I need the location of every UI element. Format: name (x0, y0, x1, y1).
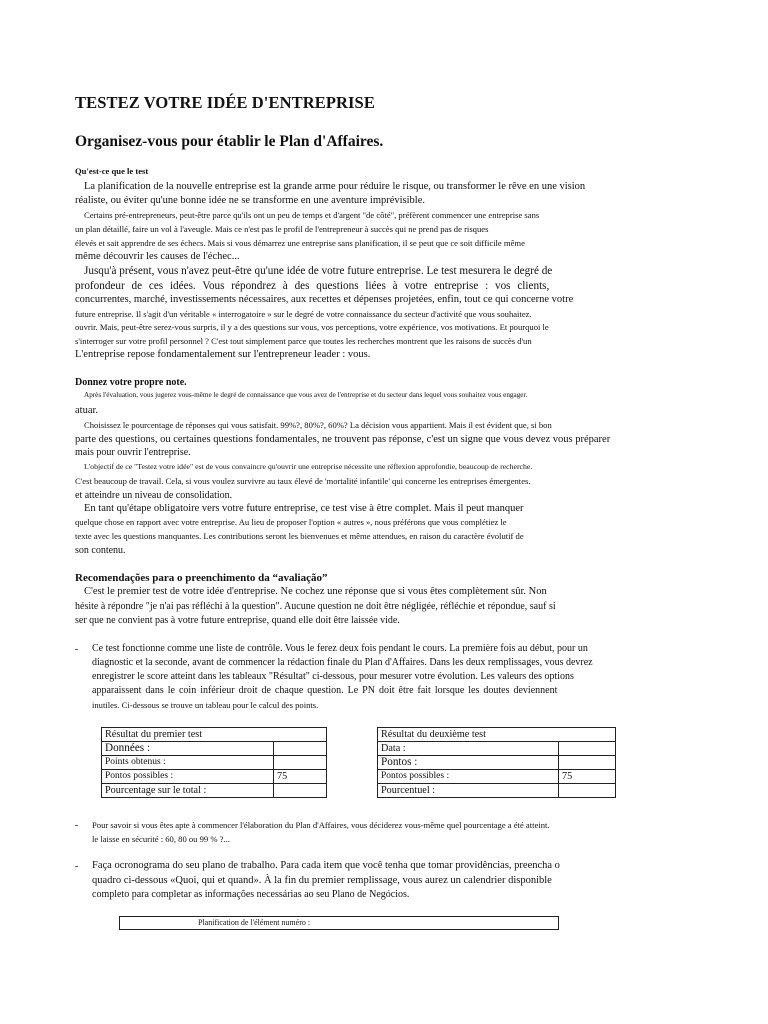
section-heading-note: Donnez votre propre note. (75, 377, 187, 388)
bullet-line: Pour savoir si vous êtes apte à commencer l'élaboration du Plan d'Affaires, vous déciderez vous-même quel pourcentage a été atteint. (92, 820, 550, 830)
bullet-marker: - (75, 861, 79, 872)
row-label: Data : (378, 742, 559, 756)
table-row (378, 770, 616, 784)
planning-element-label: Planification de l'élément numéro : (198, 918, 311, 927)
row-value-cell[interactable]: 75 (559, 770, 616, 784)
bullet-line: completo para completar as informações necessárias ao seu Plano de Negócios. (92, 889, 410, 900)
row-label: Pontos : (378, 756, 559, 770)
paragraph-line: Jusqu'à présent, vous n'avez peut-être qu'une idée de votre future entreprise. Le test mesurera le degré de (84, 265, 553, 277)
row-value-cell[interactable] (274, 742, 327, 756)
bullet-line: quadro ci-dessous «Quoi, qui et quand». À la fin du premier remplissage, vous aurez un calendrier disponible (92, 875, 552, 886)
table-row (102, 756, 327, 770)
planning-element-box (119, 916, 559, 930)
table-header: Résultat du deuxième test (378, 728, 616, 742)
paragraph-line: concurrentes, marché, investissements nécessaires, aux recettes et dépenses projetées, enfin, tout ce qui concerne votre (75, 294, 574, 305)
table-row (102, 770, 327, 784)
bullet-line: apparaissent dans le coin inférieur droit de chaque question. Le PN doit être fait lorsque les doutes deviennent (92, 685, 558, 696)
paragraph-line: réaliste, ou éviter qu'une bonne idée ne se transforme en une aventure imprévisible. (75, 195, 426, 206)
paragraph-line: quelque chose en rapport avec votre entreprise. Au lieu de proposer l'option « autres », nous préférons que vous complétiez le (75, 517, 507, 527)
paragraph-line: profondeur de ces idées. Vous répondrez à des questions liées à votre entreprise : vos clients, (75, 280, 550, 292)
table-row (378, 742, 616, 756)
page-subtitle: Organisez-vous pour établir le Plan d'Affaires. (75, 133, 384, 150)
paragraph-line: C'est le premier test de votre idée d'entreprise. Ne cochez une réponse que si vous êtes complètement sûr. Non (84, 586, 547, 597)
bullet-line: enregistrer le score atteint dans les tableaux "Résultat" ci-dessous, pour mesurer votre évolution. Les valeurs des options (92, 671, 574, 682)
page-title: TESTEZ VOTRE IDÉE D'ENTREPRISE (75, 93, 375, 112)
paragraph-line: L'objectif de ce "Testez votre idée" est de vous convaincre qu'ouvrir une entreprise nécessite une réflexion approfondie, beaucoup de recherche. (84, 462, 533, 471)
paragraph-line: future entreprise. Il s'agit d'un véritable « interrogatoire » sur le degré de votre connaissance du secteur d'activité que vous souhaitez. (75, 309, 532, 319)
paragraph-line: C'est beaucoup de travail. Cela, si vous voulez survivre au taux élevé de 'mortalité infantile' qui concerne les entreprises émergentes. (75, 476, 531, 486)
row-value-cell[interactable] (274, 756, 327, 770)
paragraph-line: ser que ne convient pas à votre future entreprise, quand elle doit être laissée vide. (75, 615, 400, 626)
paragraph-line: mais pour ouvrir l'entreprise. (75, 447, 191, 458)
table-row (102, 742, 327, 756)
row-value-cell[interactable]: 75 (274, 770, 327, 784)
paragraph-line: et atteindre un niveau de consolidation. (75, 490, 233, 501)
bullet-line: Ce test fonctionne comme une liste de contrôle. Vous le ferez deux fois pendant le cours. La première fois au début, pour un (92, 643, 588, 654)
paragraph-line: L'entreprise repose fondamentalement sur l'entrepreneur leader : vous. (75, 349, 371, 360)
row-label: Pourcentuel : (378, 784, 559, 798)
table-row (102, 784, 327, 798)
bullet-line: inutiles. Ci-dessous se trouve un tableau pour le calcul des points. (92, 700, 319, 710)
row-value-cell[interactable] (559, 742, 616, 756)
row-label: Points obtenus : (102, 756, 274, 770)
paragraph-line: Choisissez le pourcentage de réponses qui vous satisfait. 99%?, 80%?, 60%? La décision vous appartient. Mais il est évident que, si bon (84, 420, 552, 430)
paragraph-line: ouvrir. Mais, peut-être serez-vous surpris, il y a des questions sur vous, vos perceptions, votre expérience, vos motivations. Et pourquoi le (75, 322, 549, 332)
bullet-line: diagnostic et la seconde, avant de commencer la rédaction finale du Plan d'Affaires. Dans les deux remplissages, vous devrez (92, 657, 593, 668)
paragraph-line: élevés et sait apprendre de ses échecs. Mais si vous démarrez une entreprise sans planification, il se peut que ce soit difficile même (75, 238, 525, 248)
bullet-line: le laisse en sécurité : 60, 80 ou 99 % ?... (92, 834, 230, 844)
row-value-cell[interactable] (274, 784, 327, 798)
first-test-result-table (101, 727, 327, 798)
row-label: Données : (102, 742, 274, 756)
paragraph-line: texte avec les questions manquantes. Les contributions seront les bienvenues et même attendues, en raison du caractère évolutif de (75, 531, 524, 541)
paragraph-line: atuar. (75, 405, 99, 416)
paragraph-line: hésite à répondre "je n'ai pas réfléchi à la question". Aucune question ne doit être négligée, réfléchie et répondue, sauf si (75, 601, 556, 612)
paragraph-line: Certains pré-entrepreneurs, peut-être parce qu'ils ont un peu de temps et d'argent "de côté", préfèrent commencer une entreprise sans (84, 210, 540, 220)
section-heading-recommendations: Recomendações para o preenchimento da “avaliação” (75, 572, 328, 584)
bullet-marker: - (75, 644, 79, 655)
paragraph-line: même découvrir les causes de l'échec... (75, 251, 240, 262)
table-row (378, 784, 616, 798)
row-value-cell[interactable] (559, 784, 616, 798)
row-value-cell[interactable] (559, 756, 616, 770)
paragraph-line: Après l'évaluation, vous jugerez vous-même le degré de connaissance que vous avez de l'entreprise et du secteur dans lequel vous souhaitez vous engager. (84, 391, 528, 399)
paragraph-line: un plan détaillé, faire un vol à l'aveugle. Mais ce n'est pas le profil de l'entrepreneur à succès qui ne prend pas de risques (75, 224, 489, 234)
second-test-result-table (377, 727, 616, 798)
row-label: Pontos possibles : (378, 770, 559, 784)
row-label: Pourcentage sur le total : (102, 784, 274, 798)
paragraph-line: La planification de la nouvelle entreprise est la grande arme pour réduire le risque, ou transformer le rêve en une vision (84, 181, 586, 192)
paragraph-line: son contenu. (75, 545, 126, 556)
paragraph-line: parte des questions, ou certaines questions fondamentales, ne trouvent pas réponse, c'est un signe que vous devez vous préparer (75, 434, 611, 445)
paragraph-line: En tant qu'étape obligatoire vers votre future entreprise, ce test vise à être complet. Mais il peut manquer (84, 503, 524, 514)
section-heading-test: Qu'est-ce que le test (75, 166, 149, 176)
table-row (378, 756, 616, 770)
row-label: Pontos possibles : (102, 770, 274, 784)
table-header: Résultat du premier test (102, 728, 327, 742)
bullet-marker: - (75, 820, 79, 831)
bullet-line: Faça ocronograma do seu plano de trabalho. Para cada item que você tenha que tomar providências, preencha o (92, 860, 560, 871)
paragraph-line: s'interroger sur votre profil personnel ? C'est tout simplement parce que toutes les recherches montrent que les raisons de succès d'un (75, 336, 532, 346)
